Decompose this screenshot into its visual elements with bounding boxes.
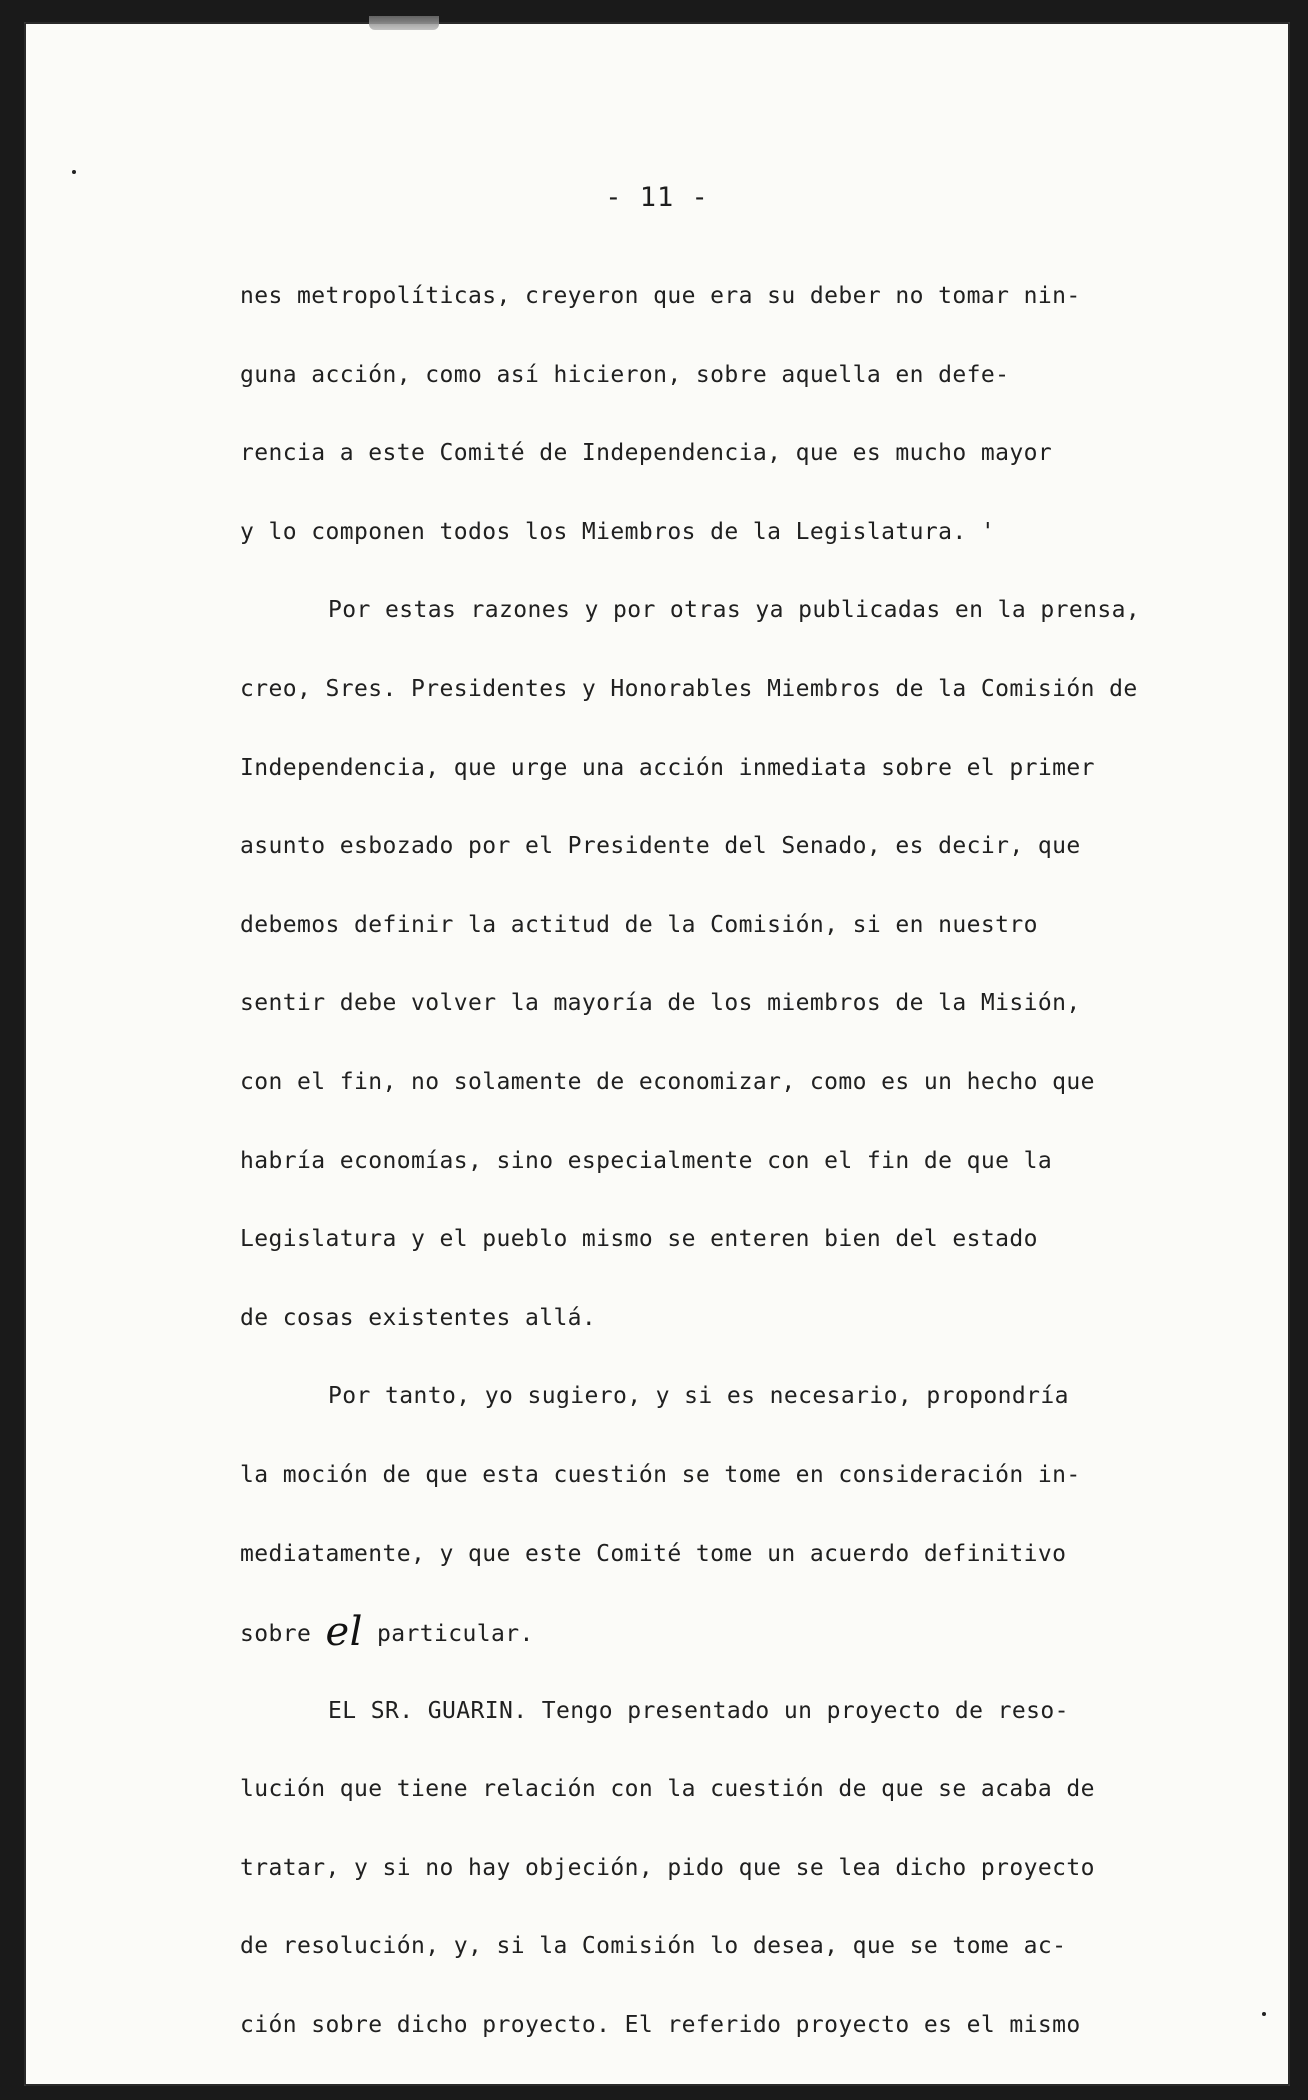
text-line-with-handwriting (240, 1593, 1200, 1672)
text-line: rencia a este Comité de Independencia, que es mucho mayor (240, 440, 1053, 467)
text-line: Independencia, que urge una acción inmediata sobre el primer (240, 754, 1095, 781)
document-page (24, 22, 1290, 2086)
text-line: debemos definir la actitud de la Comisión, si en nuestro (240, 911, 1038, 938)
text-line: habría economías, sino especialmente con el fin de que la (240, 1147, 1053, 1174)
ink-speck (1262, 2012, 1266, 2016)
text-line: la moción de que esta cuestión se tome en consideración in- (240, 1461, 1081, 1488)
text-line: ción sobre dicho proyecto. El referido proyecto es el mismo (240, 2012, 1081, 2039)
text-line: guna acción, como así hicieron, sobre aquella en defe- (240, 361, 1010, 388)
text-line: con el fin, no solamente de economizar, como es un hecho que (240, 1068, 1095, 1095)
page-number: - 11 - (605, 182, 709, 213)
text-line: de cosas existentes allá. (240, 1304, 597, 1331)
handwritten-correction: el (325, 1609, 363, 1656)
paragraph-first-line: Por tanto, yo sugiero, y si es necesario, propondría (328, 1383, 1069, 1410)
text-line: Legislatura y el pueblo mismo se enteren bien del estado (240, 1226, 1038, 1253)
speaker-paragraph-first-line: EL SR. GUARIN. Tengo presentado un proyecto de reso- (328, 1697, 1069, 1724)
binder-tab-mark (369, 16, 439, 30)
paragraph-first-line: Por estas razones y por otras ya publicadas en la prensa, (328, 597, 1141, 624)
text-line: sentir debe volver la mayoría de los miembros de la Misión, (240, 990, 1081, 1017)
typed-body-text (240, 257, 1200, 2065)
ink-speck (72, 170, 76, 174)
text-line: de resolución, y, si la Comisión lo desea, que se tome ac- (240, 1933, 1067, 1960)
text-fragment: particular. (362, 1621, 534, 1648)
text-line: y lo componen todos los Miembros de la Legislatura. ' (240, 518, 996, 545)
text-line: mediatamente, y que este Comité tome un acuerdo definitivo (240, 1540, 1067, 1567)
text-fragment: sobre (240, 1621, 312, 1648)
text-line: asunto esbozado por el Presidente del Senado, es decir, que (240, 833, 1081, 860)
text-line: creo, Sres. Presidentes y Honorables Miembros de la Comisión de (240, 675, 1138, 702)
text-line: lución que tiene relación con la cuestión de que se acaba de (240, 1776, 1095, 1803)
text-line: nes metropolíticas, creyeron que era su deber no tomar nin- (240, 283, 1081, 309)
text-line: tratar, y si no hay objeción, pido que se lea dicho proyecto (240, 1854, 1095, 1881)
